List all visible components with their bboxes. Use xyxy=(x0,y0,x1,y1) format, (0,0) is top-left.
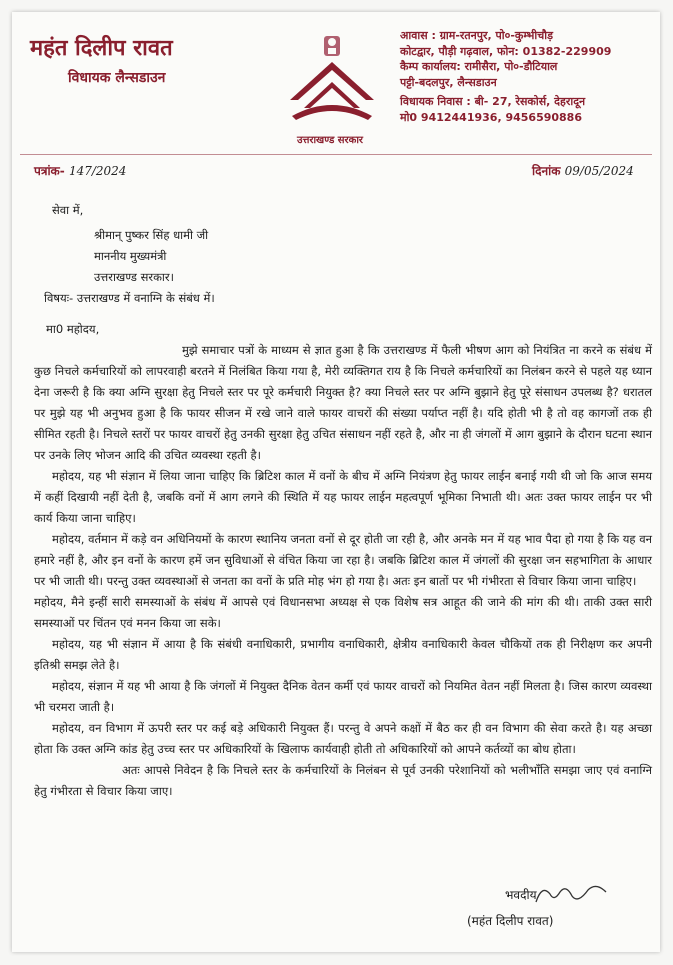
reference-label: पत्रांक- xyxy=(34,164,65,178)
subject-line: विषयः- उत्तराखण्ड में वनाग्नि के संबंध में। xyxy=(44,291,215,305)
body-paragraph: मुझे समाचार पत्रों के माध्यम से ज्ञात हुआ है कि उत्तराखण्ड में फैली भीषण आग को नियंत्रित ना करने क संबंध में कुछ निचले कर्मचारियों को लापरवाही बरतने में निलंबित किया गया है, मेरी व्यक्तिगत राय है कि निचले कर्मचारियों का निलंबन करने से पहले यह ध्यान देना जरूरी है कि क्या अग्नि सुरक्षा हेतु निचले स्तर पर पूरे कर्मचारी नियुक्त है? क्या निचले स्तर पर अग्नि बुझाने हेतु पूरे संसाधन उपलब्ध है? धरातल पर मुझे यह भी अनुभव हुआ है कि फायर सीजन में रखे जाने वाले फायर वाचरों की संख्या पर्याप्त नहीं है। यदि होती भी है तो वह कागजों तक ही सीमित रहती है। निचले स्तरों पर फायर वाचरों हेतु उनकी सुरक्षा हेतु उचित संसाधन नहीं रहते है, और ना ही जंगलों में आग बुझाने के दौरान घटना स्थान पर उनके लिए भोजन आदि की उचित व्यवस्था रहती है। xyxy=(34,343,652,462)
letter-body xyxy=(34,200,652,802)
recipient-line: श्रीमान् पुष्कर सिंह धामी जी xyxy=(94,228,209,242)
mla-name: महंत दिलीप रावत xyxy=(30,36,173,61)
address-line: कैम्प कार्यालय: रामीसैरा, पो०-डौटियाल xyxy=(400,60,558,73)
uttarakhand-emblem-icon xyxy=(282,30,382,130)
body-paragraph: अतः आपसे निवेदन है कि निचले स्तर के कर्मचारियों के निलंबन से पूर्व उनकी परेशानियों को भलीभाँति समझा जाए एवं वनाग्नि हेतु गंभीरता से विचार किया जाए। xyxy=(34,763,652,798)
reference-number xyxy=(34,162,126,179)
greeting: मा0 महोदय, xyxy=(46,322,100,336)
address-block xyxy=(400,28,656,125)
letterhead xyxy=(12,12,660,147)
body-paragraph: महोदय, वर्तमान में कड़े वन अधिनियमों के कारण स्थानिय जनता वनों से दूर होती जा रही है, और अनके मन में यह भाव पैदा हो गया है कि यह वन हमारे नहीं है, और इन वनों के कारण हमें जन सुविधाओं से वंचित किया जा रहा है। जबकि ब्रिटिश काल में जंगलों की सुरक्षा जन सहभागिता के आधार पर भी जाती थी। परन्तु उक्त व्यवस्थाओं से जनता का वनों के प्रति मोह भंग हो गया है। अतः इन बातों पर भी गंभीरता से विचार किया जाना चाहिए। xyxy=(34,532,652,588)
address-line: मो0 9412441936, 9456590886 xyxy=(400,110,582,124)
body-paragraph: महोदय, यह भी संज्ञान में लिया जाना चाहिए कि ब्रिटिश काल में वनों के बीच में अग्नि नियंत्रण हेतु फायर लाईन बनाई गयी थी जो कि आज समय में कहीं दिखायी नहीं देती है, जबकि वनों में आग लगने की स्थिति में यह फायर लाईन महत्वपूर्ण भूमिका निभाती थी। अतः उक्त फायर लाईन पर भी कार्य किया जाना चाहिए। xyxy=(34,469,652,525)
header-divider xyxy=(20,154,652,155)
address-line: पट्टी-बदलपुर, लैन्सडाउन xyxy=(400,75,497,89)
date-value: 09/05/2024 xyxy=(564,164,634,178)
body-paragraph: महोदय, वन विभाग में ऊपरी स्तर पर कई बड़े अधिकारी नियुक्त हैं। परन्तु वे अपने कक्षों में बैठ कर ही वन विभाग की सेवा करते है। यह अच्छा होता कि उक्त अग्नि कांड हेतु उच्च स्तर पर अधिकारियों के खिलाफ कार्यवाही होती तो अधिकारियों को आपने कर्तव्यों का बोध होता। xyxy=(34,721,652,756)
date-label: दिनांक xyxy=(532,164,561,178)
recipient-line: माननीय मुख्यमंत्री xyxy=(94,249,167,263)
mla-designation: विधायक लैन्सडाउन xyxy=(68,70,166,86)
reference-value: 147/2024 xyxy=(68,164,127,178)
logo-caption: उत्तराखण्ड सरकार xyxy=(296,135,364,146)
letter-date xyxy=(532,162,634,179)
closing: भवदीय xyxy=(505,888,537,902)
salutation-to: सेवा में, xyxy=(52,203,84,217)
body-paragraph: महोदय, मैने इन्हीं सारी समस्याओं के संबंध में आपसे एवं विधानसभा अध्यक्ष से एक विशेष सत्र आहूत की जाने की मांग की थी। ताकी उक्त सारी समस्याओं पर चिंतन एवं मनन किया जा सके। xyxy=(34,595,652,630)
address-line: विधायक निवास : बी- 27, रेसकोर्स, देहरादून xyxy=(400,95,586,108)
letter-page xyxy=(12,12,660,952)
body-paragraph: महोदय, संज्ञान में यह भी आया है कि जंगलों में नियुक्त दैनिक वेतन कर्मी एवं फायर वाचरों को नियमित वेतन नहीं मिलता है। जिस कारण व्यवस्था भी चरमरा जाती है। xyxy=(34,679,652,714)
address-line: आवास : ग्राम-रतनपुर, पो०-कुम्भीचौड़ xyxy=(400,29,553,42)
signatory-name: (महंत दिलीप रावत) xyxy=(467,914,554,928)
address-line: कोटद्वार, पौड़ी गढ़वाल, फोन: 01382-229909 xyxy=(400,44,612,58)
body-paragraph: महोदय, यह भी संज्ञान में आया है कि संबंधी वनाधिकारी, प्रभागीय वनाधिकारी, क्षेत्रीय वनाधिकारी केवल चौकियों तक ही निरीक्षण कर अपनी इतिश्री समझ लेते है। xyxy=(34,637,652,672)
recipient-line: उत्तराखण्ड सरकार। xyxy=(94,270,174,284)
handwritten-signature-icon xyxy=(532,880,612,910)
